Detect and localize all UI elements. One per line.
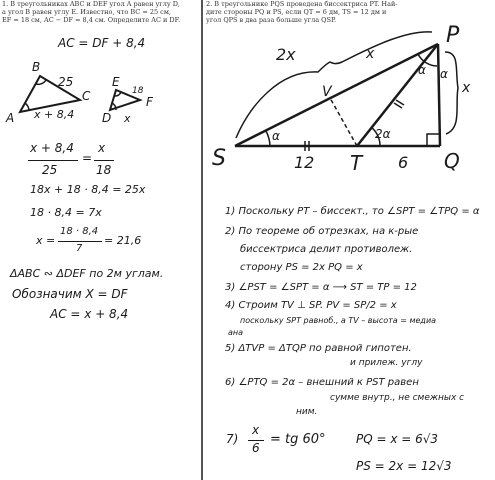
proportion-den2: 18: [96, 163, 112, 177]
ac-expression: AC = x + 8,4: [50, 307, 129, 321]
step3-bar: [58, 241, 102, 242]
length-tq: 6: [398, 153, 409, 172]
step-2-cont-a: биссектриса делит противолеж.: [240, 244, 413, 255]
brace-pq: [445, 52, 458, 134]
step-6-cont-b: ним.: [296, 407, 318, 417]
step-6: [225, 377, 419, 388]
length-st: 12: [294, 153, 315, 172]
angle-label-p2: α: [440, 67, 448, 81]
side-ef-label: 18: [132, 86, 144, 96]
ps-result: PS = 2x = 12√3: [356, 459, 452, 473]
step-4-cont-b: ана: [228, 328, 244, 337]
angle-label-t: 2α: [375, 127, 391, 141]
printed-line: дите стороны PQ и PS, если QT = 6 дм, TS = 12 дм и: [206, 8, 387, 16]
proportion-num1: x + 8,4: [30, 141, 74, 155]
pq-result: PQ = x = 6√3: [356, 432, 439, 446]
side-df-label: x: [124, 112, 131, 125]
step-number: 3): [225, 282, 236, 293]
step3-lhs: x =: [36, 234, 56, 247]
proportion-den1: 25: [42, 163, 58, 177]
step-2-cont-b: сторону PS = 2x PQ = x: [240, 262, 363, 273]
angle-label-s: α: [272, 129, 280, 143]
vertex-c: C: [82, 89, 91, 103]
step-text: Поскольку PT – биссект., то ∠SPT = ∠TPQ = α: [238, 206, 480, 217]
step-4: [225, 300, 397, 311]
step-number: 4): [225, 300, 236, 311]
step-7-numerator: x: [252, 423, 260, 437]
vertex-b: B: [32, 60, 41, 74]
vertex-q: Q: [444, 149, 460, 173]
step-7-number: 7): [226, 432, 239, 446]
step-number: 1): [225, 206, 236, 217]
step-number: 6): [225, 377, 236, 388]
proportion-num2: x: [98, 141, 106, 155]
length-pq: x: [462, 80, 471, 96]
step-text: ΔTVP = ΔTQP по равной гипотен.: [238, 343, 412, 354]
step-1: [225, 206, 480, 217]
printed-line: EF = 18 см, AC − DF = 8,4 см. Определите AC и DF.: [2, 16, 181, 24]
pqs-triangle-figure: [0, 0, 495, 200]
step-text: По теореме об отрезках, на к-рые: [238, 226, 419, 237]
brace-sp: [236, 32, 432, 138]
vertex-a: A: [6, 111, 15, 125]
vertex-f: F: [146, 95, 153, 109]
vertex-t: T: [350, 151, 363, 175]
vertex-e: E: [112, 75, 120, 89]
step-2: [225, 226, 418, 237]
step-4-cont-a: поскольку SPT равноб., а TV – высота = медиа: [240, 316, 437, 325]
step3-num: 18 · 8,4: [60, 226, 99, 237]
step-number: 5): [225, 343, 236, 354]
vertex-s: S: [212, 146, 226, 171]
step-7-rhs: = tg 60°: [270, 432, 326, 447]
equation-step-2: 18 · 8,4 = 7x: [30, 206, 102, 219]
step-number: 2): [225, 226, 236, 237]
step3-den: 7: [76, 243, 83, 254]
step-text: ∠PST = ∠SPT = α ⟶ ST = TP = 12: [238, 282, 417, 293]
step-text: Строим TV ⊥ SP. PV = SP/2 = x: [238, 300, 397, 311]
designation-line: Обозначим X = DF: [12, 287, 128, 301]
step-6-cont-a: сумме внутр., не смежных с: [330, 393, 465, 403]
right-angle-q: [427, 134, 440, 146]
vertex-p: P: [446, 23, 460, 48]
angle-label-p1: α: [418, 63, 426, 77]
step-5: [225, 343, 412, 354]
step-3: [225, 282, 417, 293]
perpendicular-tv: [330, 98, 357, 146]
vertex-v: V: [322, 84, 332, 100]
similarity-statement: ΔABC ∾ ΔDEF по 2м углам.: [10, 267, 164, 280]
side-bc-label: 25: [58, 75, 74, 89]
vertex-d: D: [102, 111, 112, 125]
equation-step-1: 18x + 18 · 8,4 = 25x: [30, 183, 146, 196]
printed-line: 2. В треугольнике PQS проведена биссектриса PT. Най-: [206, 0, 398, 8]
step-7-denominator: 6: [252, 441, 260, 455]
side-pq: [438, 44, 440, 146]
step-5-cont: и прилеж. углу: [350, 358, 423, 368]
printed-line: угол QPS в два раза больше угла QSP.: [206, 16, 337, 24]
condition-line: AC = DF + 8,4: [58, 36, 146, 50]
proportion-equals: =: [82, 151, 93, 165]
length-pv: x: [366, 46, 375, 62]
length-ps: 2x: [276, 45, 296, 64]
side-ac-label: x + 8,4: [34, 108, 75, 121]
printed-line: а угол B равен углу E. Известно, что BC = 25 см,: [2, 8, 171, 16]
angle-arc-s: [266, 131, 270, 146]
step-text: ∠PTQ = 2α – внешний к PST равен: [238, 377, 419, 388]
step3-rhs: = 21,6: [104, 234, 142, 247]
printed-line: 1. В треугольниках ABC и DEF угол A равен углу D,: [2, 0, 180, 8]
